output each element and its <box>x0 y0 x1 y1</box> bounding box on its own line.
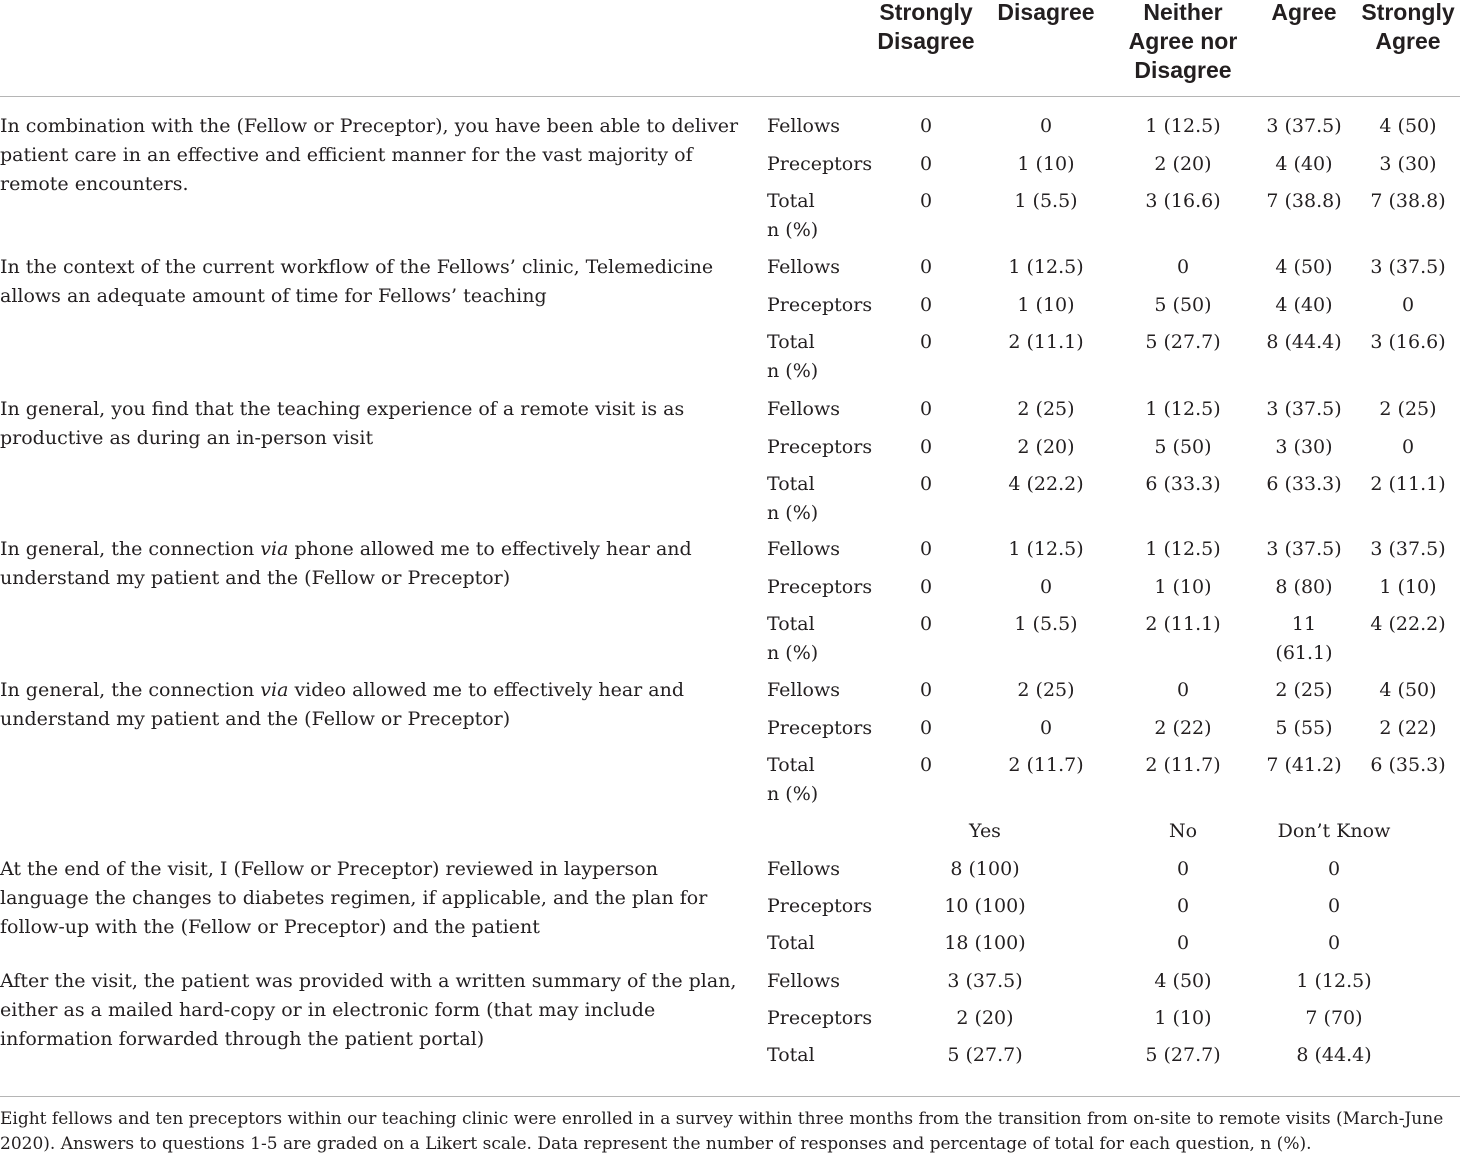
cell-value: 4 (50) <box>1379 115 1437 137</box>
cell-value: 0 <box>919 398 933 420</box>
group-label-line: Fellows <box>767 256 840 278</box>
yesno-header-cell: Don’t Know <box>1277 820 1391 842</box>
group-label <box>767 433 872 462</box>
group-label <box>767 395 840 424</box>
cell-value: 3 (16.6) <box>1145 190 1221 212</box>
table-cell <box>866 751 986 780</box>
cell-value: 2 (11.1) <box>1008 331 1084 353</box>
cell-value: 5 (50) <box>1154 436 1212 458</box>
cell-value: 7 (41.2) <box>1266 754 1342 776</box>
group-label <box>767 573 872 602</box>
table-cell <box>1244 573 1364 602</box>
table-cell: 18 (100) <box>944 932 1026 954</box>
table-cell <box>1244 328 1364 357</box>
table-cell <box>1123 328 1243 357</box>
group-label <box>767 610 818 668</box>
cell-value: 3 (37.5) <box>1370 256 1446 278</box>
cell-value: 1 (12.5) <box>1145 115 1221 137</box>
cell-value: 8 (80) <box>1275 576 1333 598</box>
cell-value: 5 (55) <box>1275 717 1333 739</box>
group-label-line: n (%) <box>767 360 819 382</box>
table-cell <box>866 610 986 639</box>
table-cell: 0 <box>1327 895 1341 917</box>
cell-value: 1 (10) <box>1017 153 1075 175</box>
table-cell <box>866 291 986 320</box>
cell-value: 0 <box>1176 679 1190 701</box>
table-cell <box>1244 676 1364 705</box>
cell-value: 2 (20) <box>1154 153 1212 175</box>
table-cell <box>1123 112 1243 141</box>
cell-value: 6 (35.3) <box>1370 754 1446 776</box>
question-text-part: phone allowed me to effectively hear and understand my patient and the (Fellow or Preceptor) <box>0 538 692 589</box>
table-cell: 1 (10) <box>1154 1007 1212 1029</box>
table-cell <box>866 395 986 424</box>
table-cell <box>986 676 1106 705</box>
group-label-line: Preceptors <box>767 294 873 316</box>
group-label-line: n (%) <box>767 642 819 664</box>
table-cell <box>986 395 1106 424</box>
cell-value: 0 <box>919 190 933 212</box>
cell-value: 2 (25) <box>1379 398 1437 420</box>
table-cell: 10 (100) <box>944 895 1026 917</box>
question-text: After the visit, the patient was provided with a written summary of the plan, either as a mailed hard-copy or in electronic form (that may include information forwarded through the patient portal) <box>0 970 737 1050</box>
group-label-line: Fellows <box>767 115 840 137</box>
cell-value: 0 <box>919 294 933 316</box>
table-cell <box>1123 291 1243 320</box>
question-text-part: In general, the connection <box>0 538 261 560</box>
table-cell <box>866 253 986 282</box>
col-strongly-agree-line2: Agree <box>1375 28 1441 54</box>
table-cell: 7 (70) <box>1305 1007 1363 1029</box>
cell-value: 0 <box>1039 115 1053 137</box>
table-cell: 2 (20) <box>956 1007 1014 1029</box>
table-cell <box>1244 150 1364 179</box>
table-cell: 0 <box>1176 932 1190 954</box>
group-label <box>767 535 840 564</box>
cell-value: 1 (10) <box>1017 294 1075 316</box>
group-label-line: Total <box>767 473 815 495</box>
cell-value: 1 (5.5) <box>1014 190 1078 212</box>
group-label-line: Fellows <box>767 398 840 420</box>
table-cell <box>1244 751 1364 780</box>
table-footnote: Eight fellows and ten preceptors within our teaching clinic were enrolled in a survey within three months from the transition from on-site to remote visits (March-June 2020). Answers to questions 1-5 are graded on a Likert scale. Data represent the number of responses and percentage of total for each question, n (%). <box>0 1109 1444 1154</box>
col-disagree <box>986 0 1106 27</box>
table-cell <box>1348 433 1460 462</box>
group-label <box>767 470 818 528</box>
table-cell <box>866 150 986 179</box>
table-cell: 5 (27.7) <box>1145 1044 1221 1066</box>
table-cell <box>1348 253 1460 282</box>
group-label <box>767 253 840 282</box>
table-cell <box>866 535 986 564</box>
group-label <box>767 150 872 179</box>
cell-value: 0 <box>1401 436 1415 458</box>
cell-value: 7 (38.8) <box>1266 190 1342 212</box>
question-text-part: video allowed me to effectively hear and understand my patient and the (Fellow or Preceptor) <box>0 679 685 730</box>
group-label <box>767 751 818 809</box>
cell-value: 3 (37.5) <box>1266 538 1342 560</box>
cell-value: 1 (5.5) <box>1014 613 1078 635</box>
group-label-line: Preceptors <box>767 576 873 598</box>
table-cell <box>1123 433 1243 462</box>
group-label-line: Total <box>767 190 815 212</box>
cell-value: 3 (16.6) <box>1370 331 1446 353</box>
table-cell <box>986 610 1106 639</box>
cell-value: 0 <box>919 679 933 701</box>
table-cell <box>986 112 1106 141</box>
table-cell <box>986 150 1106 179</box>
col-agree <box>1254 0 1354 27</box>
cell-value: 5 (50) <box>1154 294 1212 316</box>
table-cell: 3 (37.5) <box>947 970 1023 992</box>
table-cell <box>866 112 986 141</box>
question-text-emphasis: via <box>260 538 289 560</box>
group-label-line: Fellows <box>767 538 840 560</box>
table-cell <box>1348 676 1460 705</box>
cell-value: 1 (10) <box>1154 576 1212 598</box>
group-label <box>767 291 872 320</box>
question-text: In combination with the (Fellow or Preceptor), you have been able to deliver patient care in an effective and efficient manner for the vast majority of remote encounters. <box>0 115 739 195</box>
cell-value: 2 (20) <box>1017 436 1075 458</box>
table-cell <box>1244 714 1364 743</box>
group-label <box>767 328 818 386</box>
group-label: Total <box>767 932 815 954</box>
cell-value: 0 <box>919 754 933 776</box>
cell-value: 0 <box>1176 256 1190 278</box>
group-label: Total <box>767 1044 815 1066</box>
table-cell: 5 (27.7) <box>947 1044 1023 1066</box>
table-cell <box>986 187 1106 216</box>
group-label <box>767 676 840 705</box>
table-cell <box>1244 535 1364 564</box>
cell-value: 4 (50) <box>1275 256 1333 278</box>
table-cell <box>1123 610 1243 639</box>
table-cell: 4 (50) <box>1154 970 1212 992</box>
table-cell <box>1244 610 1364 668</box>
cell-value: 0 <box>919 115 933 137</box>
cell-value: 2 (25) <box>1017 679 1075 701</box>
table-cell <box>1348 328 1460 357</box>
cell-value: 6 (33.3) <box>1145 473 1221 495</box>
col-neither-line1: Neither <box>1143 0 1223 25</box>
table-cell <box>866 187 986 216</box>
table-cell <box>1123 751 1243 780</box>
question-text: In general, you find that the teaching experience of a remote visit is as productive as during an in-person visit <box>0 398 685 449</box>
cell-value: 2 (11.7) <box>1008 754 1084 776</box>
cell-value: 3 (37.5) <box>1266 115 1342 137</box>
table-cell <box>986 291 1106 320</box>
cell-value: 0 <box>919 153 933 175</box>
table-cell <box>1123 187 1243 216</box>
table-cell <box>986 751 1106 780</box>
table-cell <box>1348 535 1460 564</box>
table-cell <box>986 433 1106 462</box>
col-strongly-disagree-line2: Disagree <box>877 28 975 54</box>
cell-value: 1 (12.5) <box>1008 538 1084 560</box>
cell-value: 2 (25) <box>1275 679 1333 701</box>
cell-value: 1 (12.5) <box>1145 398 1221 420</box>
table-cell <box>1244 470 1364 499</box>
cell-value: 7 (38.8) <box>1370 190 1446 212</box>
table-cell <box>1244 433 1364 462</box>
table-cell <box>866 433 986 462</box>
table-cell <box>986 328 1106 357</box>
table-cell <box>1348 751 1460 780</box>
table-cell <box>1244 395 1364 424</box>
group-label-line: Fellows <box>767 679 840 701</box>
bottom-rule <box>0 1096 1460 1097</box>
question-text: In the context of the current workflow of the Fellows’ clinic, Telemedicine allows an adequate amount of time for Fellows’ teaching <box>0 256 714 307</box>
group-label <box>767 714 872 743</box>
table-cell: 0 <box>1176 895 1190 917</box>
group-label-line: Total <box>767 754 815 776</box>
table-cell: 8 (44.4) <box>1296 1044 1372 1066</box>
table-cell <box>1348 395 1460 424</box>
cell-value: 1 (12.5) <box>1008 256 1084 278</box>
table-cell: 0 <box>1327 932 1341 954</box>
cell-value: 0 <box>1039 576 1053 598</box>
group-label: Fellows <box>767 858 840 880</box>
cell-value: 0 <box>1401 294 1415 316</box>
table-cell: 8 (100) <box>950 858 1020 880</box>
col-neither-line2: Agree nor <box>1128 28 1238 54</box>
question-text <box>0 535 750 593</box>
cell-value: 0 <box>919 331 933 353</box>
cell-value: 8 (44.4) <box>1266 331 1342 353</box>
col-neither <box>1113 0 1253 85</box>
table-cell <box>866 714 986 743</box>
cell-value: 2 (11.7) <box>1145 754 1221 776</box>
table-cell <box>866 573 986 602</box>
cell-value: 0 <box>919 717 933 739</box>
col-neither-line3: Disagree <box>1134 57 1232 83</box>
cell-value: 2 (25) <box>1017 398 1075 420</box>
group-label-line: Preceptors <box>767 436 873 458</box>
table-cell: 1 (12.5) <box>1296 970 1372 992</box>
col-disagree-line1: Disagree <box>997 0 1095 25</box>
table-cell <box>1348 714 1460 743</box>
group-label-line: Preceptors <box>767 717 873 739</box>
group-label <box>767 112 840 141</box>
cell-value: 4 (22.2) <box>1370 613 1446 635</box>
cell-value: 0 <box>919 538 933 560</box>
group-label <box>767 187 818 245</box>
col-strongly-agree <box>1350 0 1460 56</box>
cell-value: 0 <box>1039 717 1053 739</box>
table-cell: 0 <box>1176 858 1190 880</box>
group-label-line: Total <box>767 331 815 353</box>
col-strongly-agree-line1: Strongly <box>1361 0 1455 25</box>
table-cell: 0 <box>1327 858 1341 880</box>
col-strongly-disagree <box>866 0 986 56</box>
table-cell <box>1123 676 1243 705</box>
cell-value: 4 (22.2) <box>1008 473 1084 495</box>
cell-value-line2: (61.1) <box>1275 642 1333 664</box>
cell-value: 3 (37.5) <box>1266 398 1342 420</box>
cell-value: 4 (40) <box>1275 153 1333 175</box>
cell-value: 2 (22) <box>1379 717 1437 739</box>
cell-value: 0 <box>919 256 933 278</box>
table-cell <box>1348 291 1460 320</box>
yesno-header-cell: No <box>1168 820 1198 842</box>
group-label-line: n (%) <box>767 783 819 805</box>
table-cell <box>866 328 986 357</box>
table-cell <box>986 573 1106 602</box>
table-cell <box>1348 112 1460 141</box>
table-cell <box>1348 150 1460 179</box>
cell-value: 3 (30) <box>1379 153 1437 175</box>
col-strongly-disagree-line1: Strongly <box>879 0 973 25</box>
table-cell <box>866 470 986 499</box>
table-cell <box>1123 714 1243 743</box>
cell-value: 2 (22) <box>1154 717 1212 739</box>
table-cell <box>1348 610 1460 639</box>
cell-value: 3 (37.5) <box>1370 538 1446 560</box>
table-header <box>0 0 1460 97</box>
group-label-line: Total <box>767 613 815 635</box>
table-cell <box>1348 470 1460 499</box>
group-label: Preceptors <box>767 1007 873 1029</box>
cell-value: 0 <box>919 576 933 598</box>
group-label: Preceptors <box>767 895 873 917</box>
yesno-header-cell: Yes <box>969 820 1001 842</box>
group-label: Fellows <box>767 970 840 992</box>
table-cell <box>1123 470 1243 499</box>
table-cell <box>1123 253 1243 282</box>
group-label-line: n (%) <box>767 502 819 524</box>
cell-value: 3 (30) <box>1275 436 1333 458</box>
table-cell <box>1348 573 1460 602</box>
table-cell <box>1244 187 1364 216</box>
table-cell <box>1244 253 1364 282</box>
table-cell <box>1123 535 1243 564</box>
group-label-line: Preceptors <box>767 153 873 175</box>
table-cell <box>1123 573 1243 602</box>
question-text-emphasis: via <box>260 679 289 701</box>
cell-value: 4 (50) <box>1379 679 1437 701</box>
cell-value: 1 (12.5) <box>1145 538 1221 560</box>
table-cell <box>986 535 1106 564</box>
cell-value: 0 <box>919 436 933 458</box>
cell-value: 0 <box>919 473 933 495</box>
table-cell <box>986 714 1106 743</box>
table-cell <box>986 253 1106 282</box>
table-cell <box>986 470 1106 499</box>
cell-value: 6 (33.3) <box>1266 473 1342 495</box>
table-cell <box>1348 187 1460 216</box>
cell-value: 4 (40) <box>1275 294 1333 316</box>
table-cell <box>866 676 986 705</box>
cell-value: 11 <box>1291 613 1317 635</box>
cell-value: 0 <box>919 613 933 635</box>
cell-value: 2 (11.1) <box>1145 613 1221 635</box>
table-cell <box>1123 150 1243 179</box>
question-text: At the end of the visit, I (Fellow or Preceptor) reviewed in layperson language the changes to diabetes regimen, if applicable, and the plan for follow-up with the (Fellow or Preceptor) and the patient <box>0 858 708 938</box>
question-text <box>0 676 750 734</box>
cell-value: 1 (10) <box>1379 576 1437 598</box>
table-cell <box>1244 112 1364 141</box>
group-label-line: n (%) <box>767 219 819 241</box>
cell-value: 2 (11.1) <box>1370 473 1446 495</box>
col-agree-line1: Agree <box>1271 0 1337 25</box>
table-cell <box>1123 395 1243 424</box>
question-text-part: In general, the connection <box>0 679 261 701</box>
table-cell <box>1244 291 1364 320</box>
cell-value: 5 (27.7) <box>1145 331 1221 353</box>
